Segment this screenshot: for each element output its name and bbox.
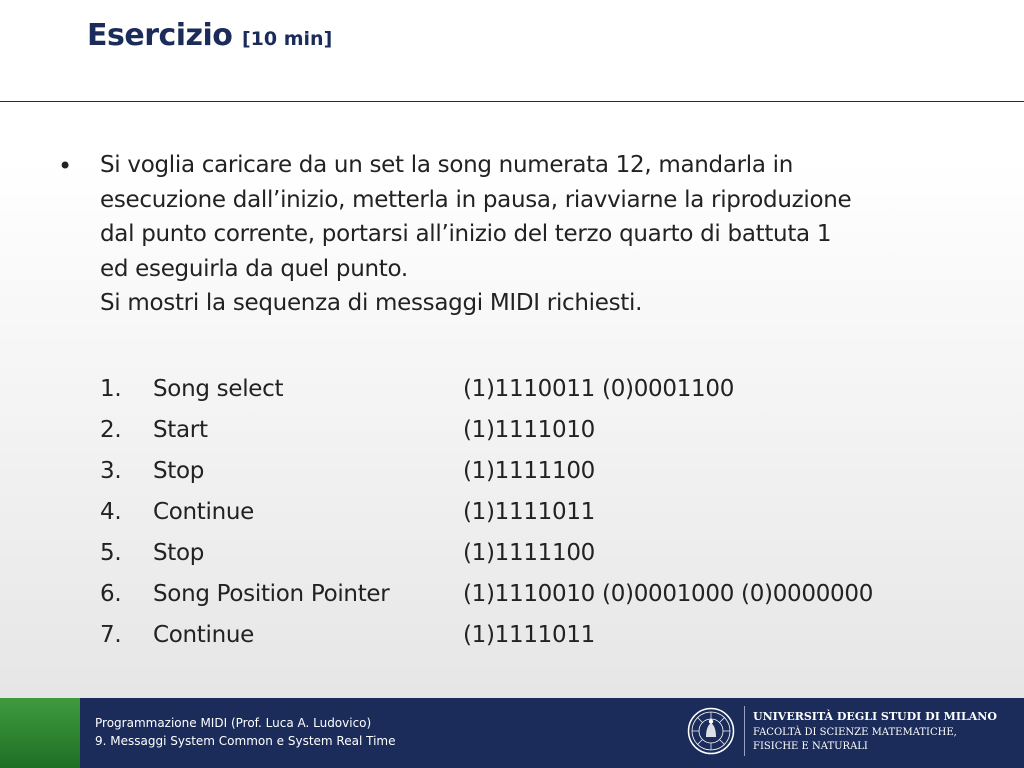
faculty-name [753,726,957,754]
step-number: 4. [100,499,122,525]
step-name: Continue [153,499,255,525]
step-number: 1. [100,376,122,402]
step-number: 7. [100,622,122,648]
step-name: Stop [153,540,205,566]
faculty-line: FISICHE E NATURALI [753,741,868,752]
step-midi-bytes: (1)1110011 (0)0001100 [463,376,735,402]
footer-course-info [95,714,395,750]
step-midi-bytes: (1)1110010 (0)0001000 (0)0000000 [463,581,874,607]
list-item [100,413,980,454]
exercise-text-line: ed eseguirla da quel punto. [100,255,408,282]
exercise-text-line: Si mostri la sequenza di messaggi MIDI richiesti. [100,290,643,316]
bullet-icon: • [58,152,73,180]
step-midi-bytes: (1)1111010 [463,417,596,443]
step-number: 2. [100,417,122,443]
title-divider [0,101,1024,102]
step-midi-bytes: (1)1111011 [463,499,596,525]
step-number: 5. [100,540,122,566]
list-item [100,536,980,577]
step-name: Stop [153,458,205,484]
exercise-text-line: esecuzione dall’inizio, metterla in pausa, riavviarne la riproduzione [100,186,852,213]
footer-divider [744,706,745,756]
step-name: Song Position Pointer [153,581,390,607]
list-item [100,577,980,618]
exercise-text-line: dal punto corrente, portarsi all’inizio del terzo quarto di battuta 1 [100,221,832,247]
step-midi-bytes: (1)1111100 [463,458,596,484]
university-name: UNIVERSITÀ DEGLI STUDI DI MILANO [753,710,997,723]
step-number: 3. [100,458,122,484]
university-seal-icon [687,707,735,755]
title-main: Esercizio [87,18,233,53]
list-item [100,454,980,495]
footer-lesson-title: 9. Messaggi System Common e System Real Time [95,734,396,748]
footer-course-title: Programmazione MIDI (Prof. Luca A. Ludovico) [95,716,372,730]
step-midi-bytes: (1)1111011 [463,622,596,648]
list-item [100,495,980,536]
list-item [100,618,980,659]
exercise-text-line: Si voglia caricare da un set la song numerata 12, mandarla in [100,152,794,178]
step-number: 6. [100,581,122,607]
midi-message-list [100,372,980,659]
title-duration-note: [10 min] [242,28,333,50]
slide-title [87,18,332,53]
step-name: Continue [153,622,255,648]
step-name: Song select [153,376,284,402]
footer-accent-block [0,698,80,768]
exercise-text [100,148,980,321]
step-name: Start [153,417,208,443]
faculty-line: FACOLTÀ DI SCIENZE MATEMATICHE, [753,727,957,738]
slide-footer [0,698,1024,768]
list-item [100,372,980,413]
step-midi-bytes: (1)1111100 [463,540,596,566]
